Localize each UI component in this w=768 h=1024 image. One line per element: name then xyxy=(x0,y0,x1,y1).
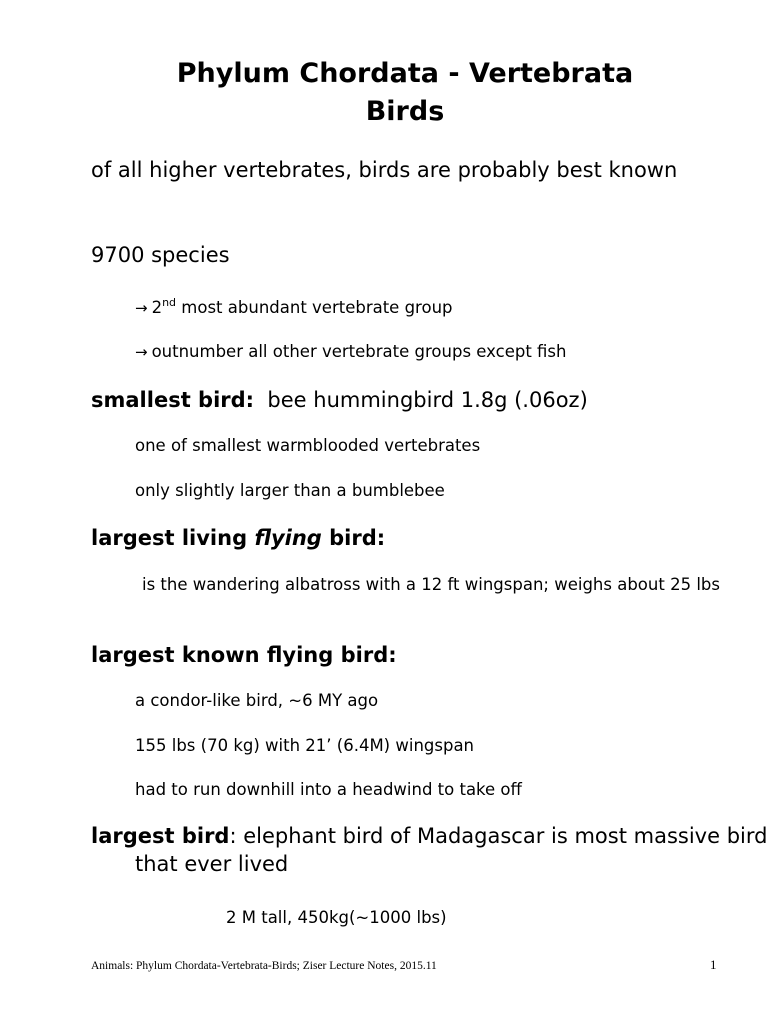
species-point-1 xyxy=(135,297,453,319)
species-point-1-text: most abundant vertebrate group xyxy=(176,298,453,317)
ordinal-number: 2 xyxy=(151,298,163,317)
largest-living-flying-heading xyxy=(91,524,385,552)
page-subtitle: Birds xyxy=(365,96,445,127)
ordinal-suffix: nd xyxy=(162,296,177,309)
smallest-bird-label: smallest bird: xyxy=(91,388,255,412)
known-flying-point-1: a condor-like bird, ~6 MY ago xyxy=(135,691,379,710)
largest-bird-text: : elephant bird of Madagascar is most massive bird that ever lived xyxy=(135,824,768,876)
heading-part-2: bird: xyxy=(321,526,386,550)
largest-bird-label: largest bird xyxy=(91,824,230,848)
albatross-description: is the wandering albatross with a 12 ft wingspan; weighs about 25 lbs xyxy=(142,575,720,594)
heading-part-1: largest living xyxy=(91,526,255,550)
largest-bird-paragraph xyxy=(91,822,768,878)
known-flying-point-3: had to run downhill into a headwind to take off xyxy=(135,780,522,799)
smallest-point-1: one of smallest warmblooded vertebrates xyxy=(135,436,481,455)
page-footer: Animals: Phylum Chordata-Vertebrata-Birds; Ziser Lecture Notes, 2015.11 xyxy=(91,960,437,972)
smallest-point-2: only slightly larger than a bumblebee xyxy=(135,481,445,500)
heading-italic: flying xyxy=(254,526,322,550)
smallest-bird-value: bee hummingbird 1.8g (.06oz) xyxy=(267,388,588,412)
elephant-bird-stats: 2 M tall, 450kg(~1000 lbs) xyxy=(226,908,447,927)
right-arrow-icon: → xyxy=(135,343,148,361)
largest-known-flying-heading: largest known flying bird: xyxy=(91,643,397,667)
smallest-bird-line xyxy=(91,386,588,414)
known-flying-point-2: 155 lbs (70 kg) with 21’ (6.4M) wingspan xyxy=(135,736,475,755)
intro-paragraph: of all higher vertebrates, birds are probably best known xyxy=(91,158,678,182)
page-title: Phylum Chordata - Vertebrata xyxy=(176,58,634,89)
species-point-2-text: outnumber all other vertebrate groups except fish xyxy=(151,342,567,361)
species-count: 9700 species xyxy=(91,243,230,267)
page-number: 1 xyxy=(710,957,717,972)
species-point-2 xyxy=(135,341,566,363)
right-arrow-icon: → xyxy=(135,299,148,317)
